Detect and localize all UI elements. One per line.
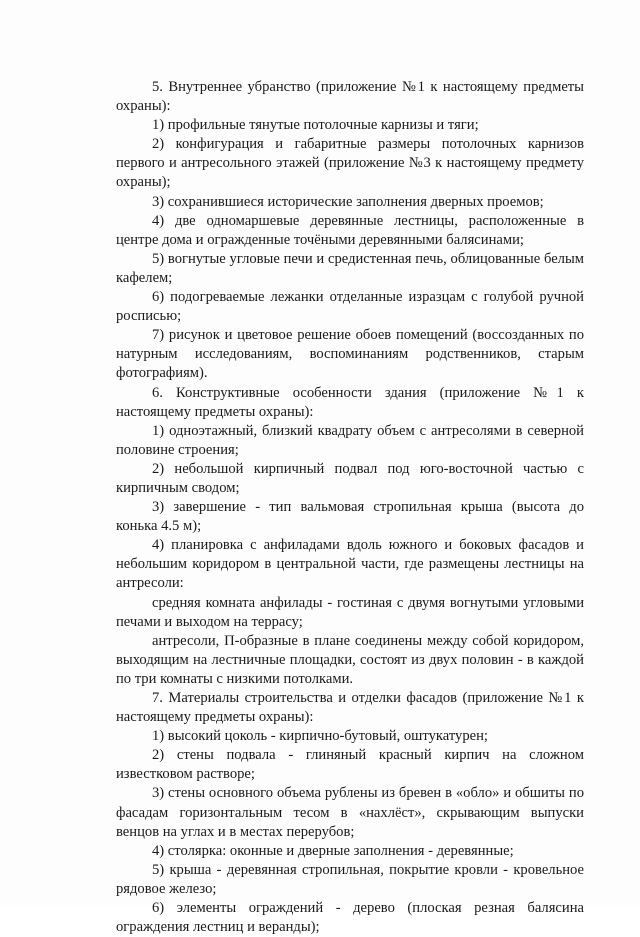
paragraph-7-item-4: 4) столярка: оконные и дверные заполнения - деревянные; xyxy=(152,842,514,859)
paragraph-7-item-6: 6) элементы ограждений - дерево (плоская резная балясина ограждения лестниц и веранды); xyxy=(116,900,584,936)
paragraph-5-item-6: 6) подогреваемые лежанки отделанные изразцам с голубой ручной росписью; xyxy=(116,289,584,325)
paragraph-7-item-5: 5) крыша - деревянная стропильная, покрытие кровли - кровельное рядовое железо; xyxy=(116,861,584,897)
paragraph-section-6-heading: 6. Конструктивные особенности здания (приложение №1 к настоящему предметы охраны): xyxy=(116,384,584,420)
paragraph-6-item-1: 1) одноэтажный, близкий квадрату объем с антресолями в северной половине строения; xyxy=(116,422,584,458)
paragraph-5-item-3: 3) сохранившиеся исторические заполнения дверных проемов; xyxy=(152,193,544,210)
document-body xyxy=(116,78,584,937)
paragraph-5-item-1: 1) профильные тянутые потолочные карнизы и тяги; xyxy=(152,117,479,134)
paragraph-6-item-3: 3) завершение - тип вальмовая стропильная крыша (высота до конька 4.5 м); xyxy=(116,499,584,535)
paragraph-5-item-2: 2) конфигурация и габаритные размеры потолочных карнизов первого и антресольного этажей (приложение №3 к настоящему предмету охраны); xyxy=(116,136,584,191)
paragraph-6-item-2: 2) небольшой кирпичный подвал под юго-восточной частью с кирпичным сводом; xyxy=(116,460,584,496)
paragraph-7-item-1: 1) высокий цоколь - кирпично-бутовый, оштукатурен; xyxy=(152,728,488,745)
paragraph-section-7-heading: 7. Материалы строительства и отделки фасадов (приложение №1 к настоящему предметы охраны): xyxy=(116,690,584,726)
paragraph-7-item-2: 2) стены подвала - глиняный красный кирпич на сложном известковом растворе; xyxy=(116,747,584,783)
paragraph-5-item-7: 7) рисунок и цветовое решение обоев помещений (воссозданных по натурным исследованиям, воспоминаниям родственников, старым фотографиям). xyxy=(116,327,584,382)
paragraph-5-item-5: 5) вогнутые угловые печи и средистенная печь, облицованные белым кафелем; xyxy=(116,250,584,286)
paragraph-section-5-heading: 5. Внутреннее убранство (приложение №1 к настоящему предметы охраны): xyxy=(116,79,584,115)
paragraph-6-item-4: 4) планировка с анфиладами вдоль южного и боковых фасадов и небольшим коридором в центральной части, где размещены лестницы на антресоли: xyxy=(116,537,584,592)
paragraph-6-item-4-sub-2: антресоли, П-образные в плане соединены между собой коридором, выходящим на лестничные площадки, состоят из двух половин - в каждой по три комнаты с низкими потолками. xyxy=(116,632,584,687)
paragraph-6-item-4-sub-1: средняя комната анфилады - гостиная с двумя вогнутыми угловыми печами и выходом на террасу; xyxy=(116,594,584,630)
paragraph-7-item-3: 3) стены основного объема рублены из бревен в «обло» и обшиты по фасадам горизонтальным тесом в «нахлёст», скрывающим выпуски венцов на углах и в местах перерубов; xyxy=(116,785,584,840)
paragraph-5-item-4: 4) две одномаршевые деревянные лестницы, расположенные в центре дома и огражденные точёными деревянными балясинами; xyxy=(116,212,584,248)
